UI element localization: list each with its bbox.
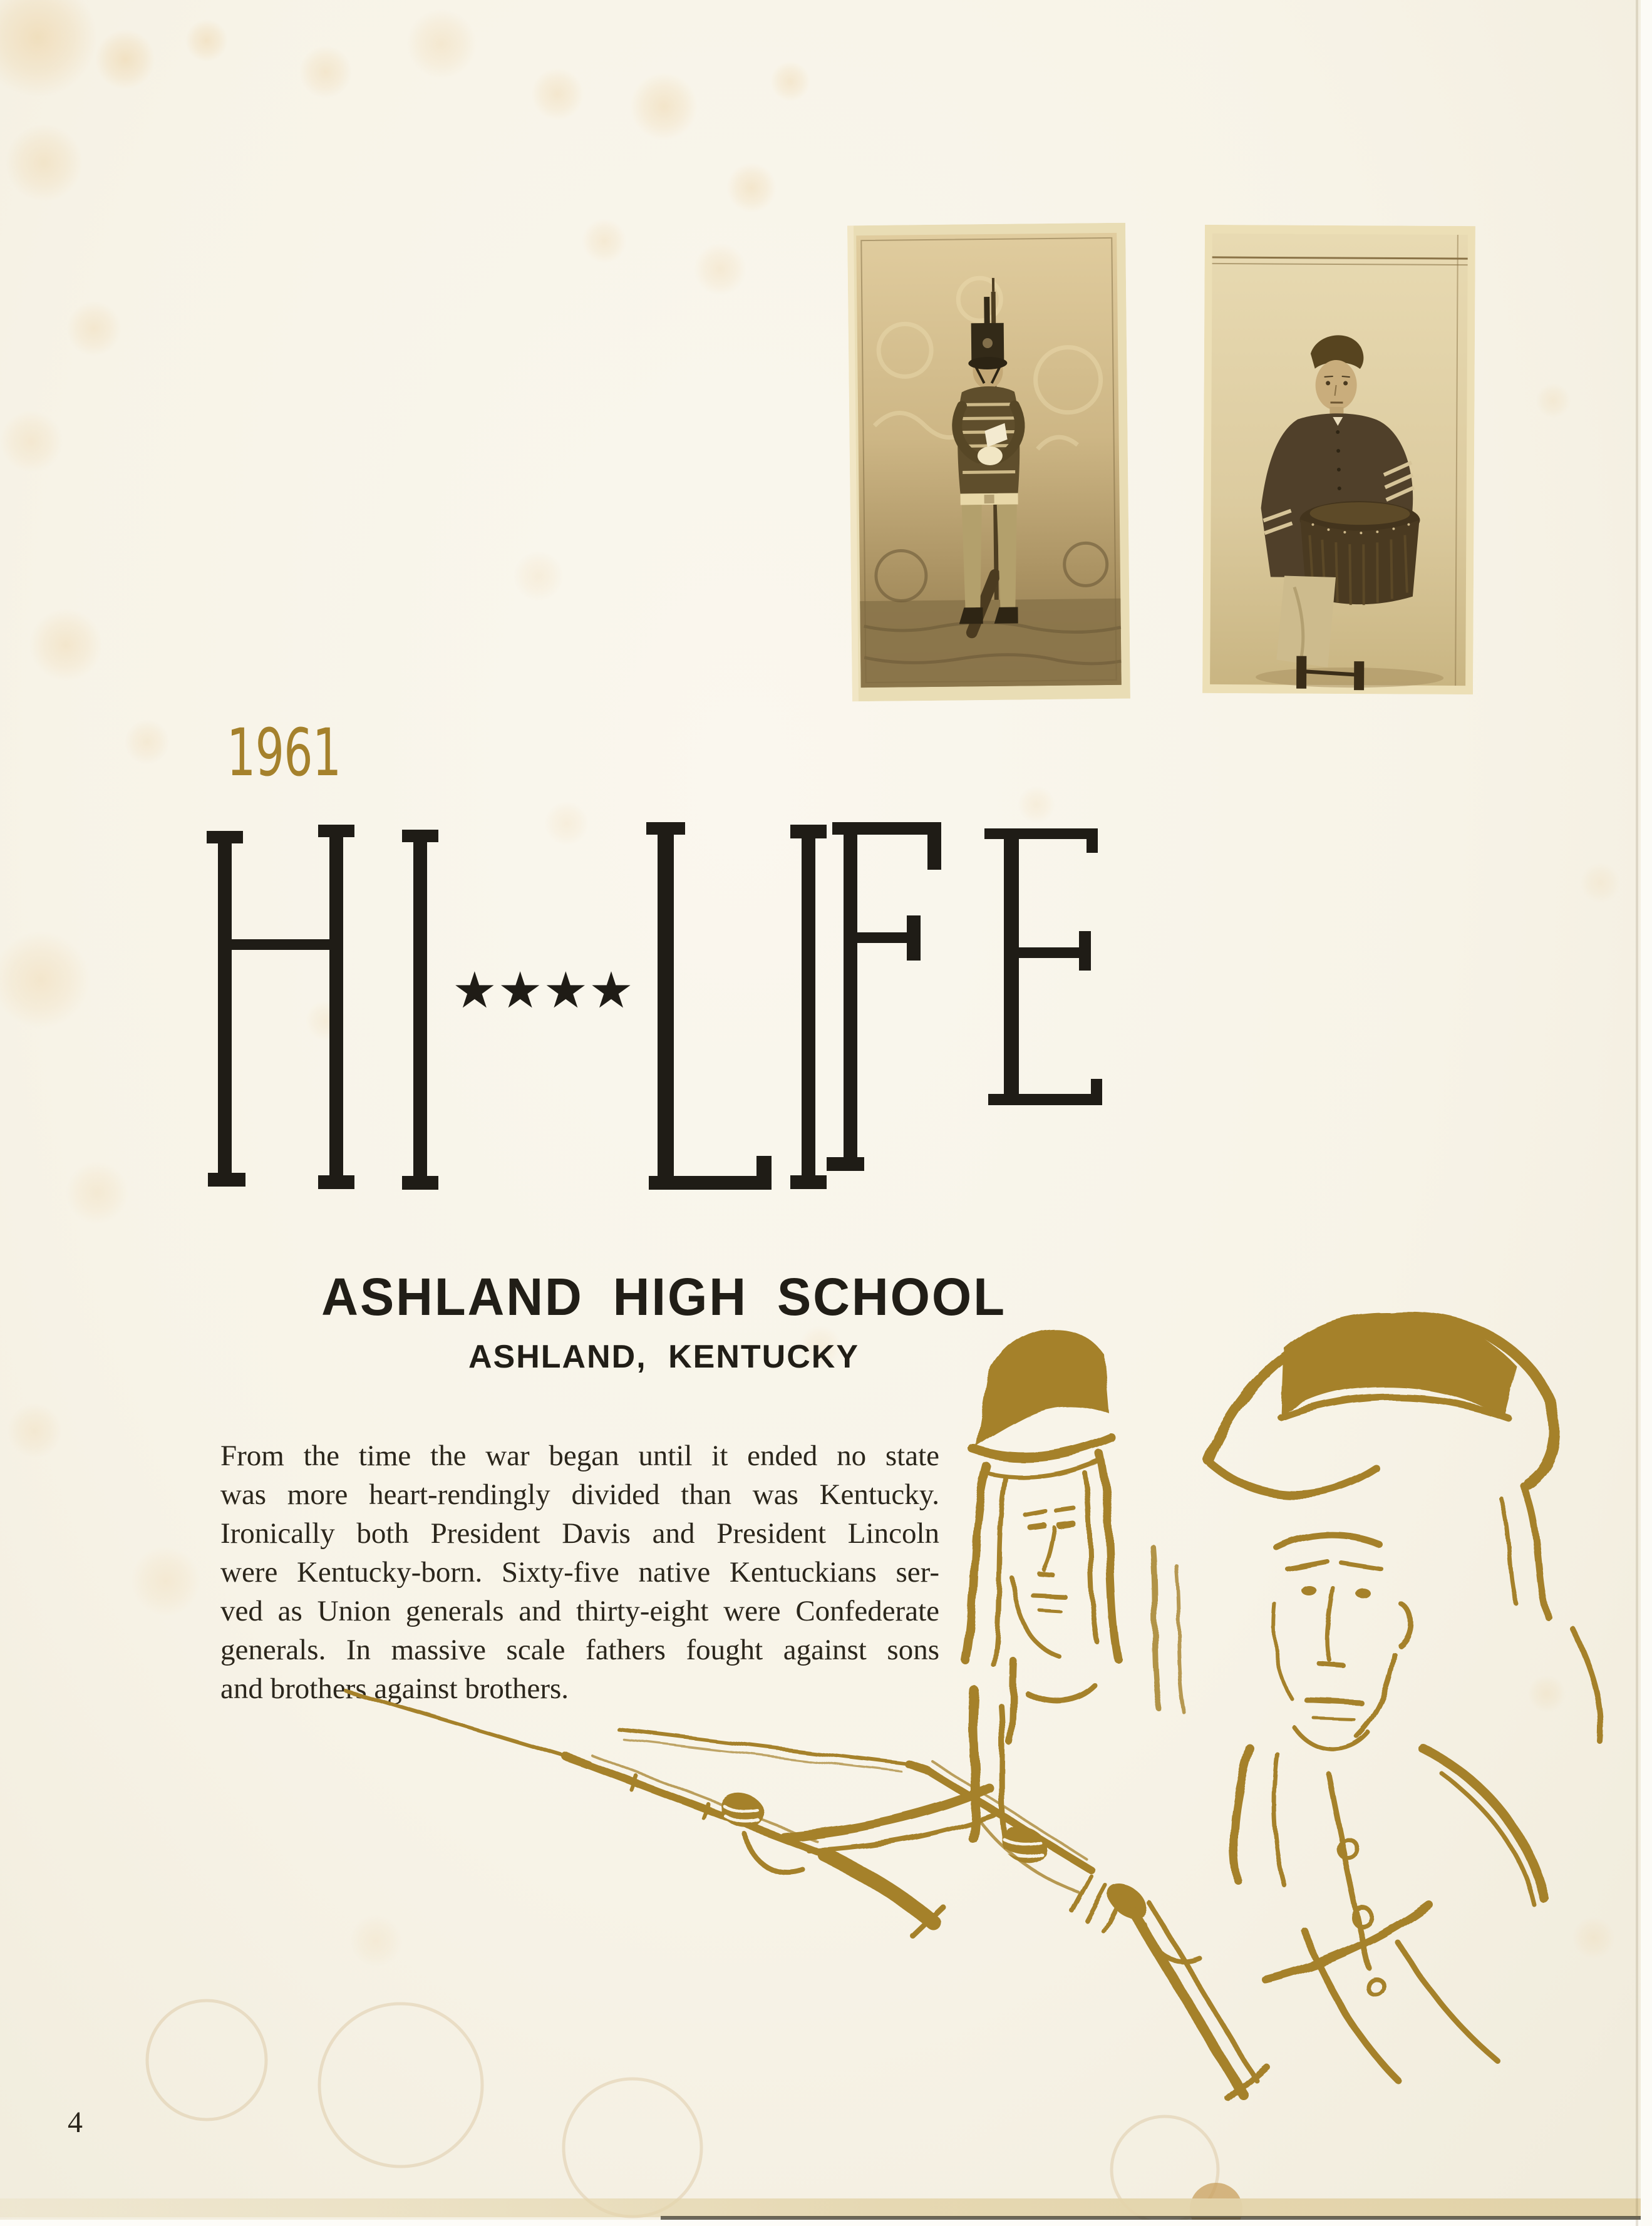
paragraph-line: and brothers against brothers. bbox=[220, 1672, 569, 1705]
scan-edge-dark-line bbox=[661, 2216, 1652, 2220]
paragraph-line: was more heart-rendingly divided than was Kentucky. bbox=[220, 1478, 939, 1511]
paragraph-line: Ironically both President Davis and President Lincoln bbox=[220, 1517, 939, 1550]
scan-edge-tan-band bbox=[0, 2198, 1652, 2217]
school-block bbox=[225, 1267, 1102, 1375]
scan-edge-bottom bbox=[0, 2220, 1652, 2226]
paragraph-line: From the time the war began until it ended no state bbox=[220, 1440, 939, 1472]
scan-edge-right bbox=[1641, 0, 1652, 2226]
school-location: ASHLAND, KENTUCKY bbox=[468, 1339, 859, 1375]
star-separators-icon: ★★★★ bbox=[452, 961, 634, 1019]
page-number: 4 bbox=[68, 2106, 83, 2139]
school-name: ASHLAND HIGH SCHOOL bbox=[321, 1267, 1006, 1326]
photo-standing-cadet bbox=[847, 223, 1130, 702]
scan-crease-right bbox=[1636, 0, 1638, 2226]
paragraph-line: were Kentucky-born. Sixty-five native Kentuckians ser- bbox=[220, 1556, 939, 1589]
paragraph-line: generals. In massive scale fathers fought against sons bbox=[220, 1634, 939, 1666]
masthead-text bbox=[0, 0, 1, 1]
year-label: 1961 bbox=[227, 714, 341, 791]
intro-paragraph bbox=[220, 1436, 939, 1708]
photo-seated-soldier bbox=[1202, 225, 1475, 694]
paragraph-line: ved as Union generals and thirty-eight were Confederate bbox=[220, 1595, 939, 1627]
